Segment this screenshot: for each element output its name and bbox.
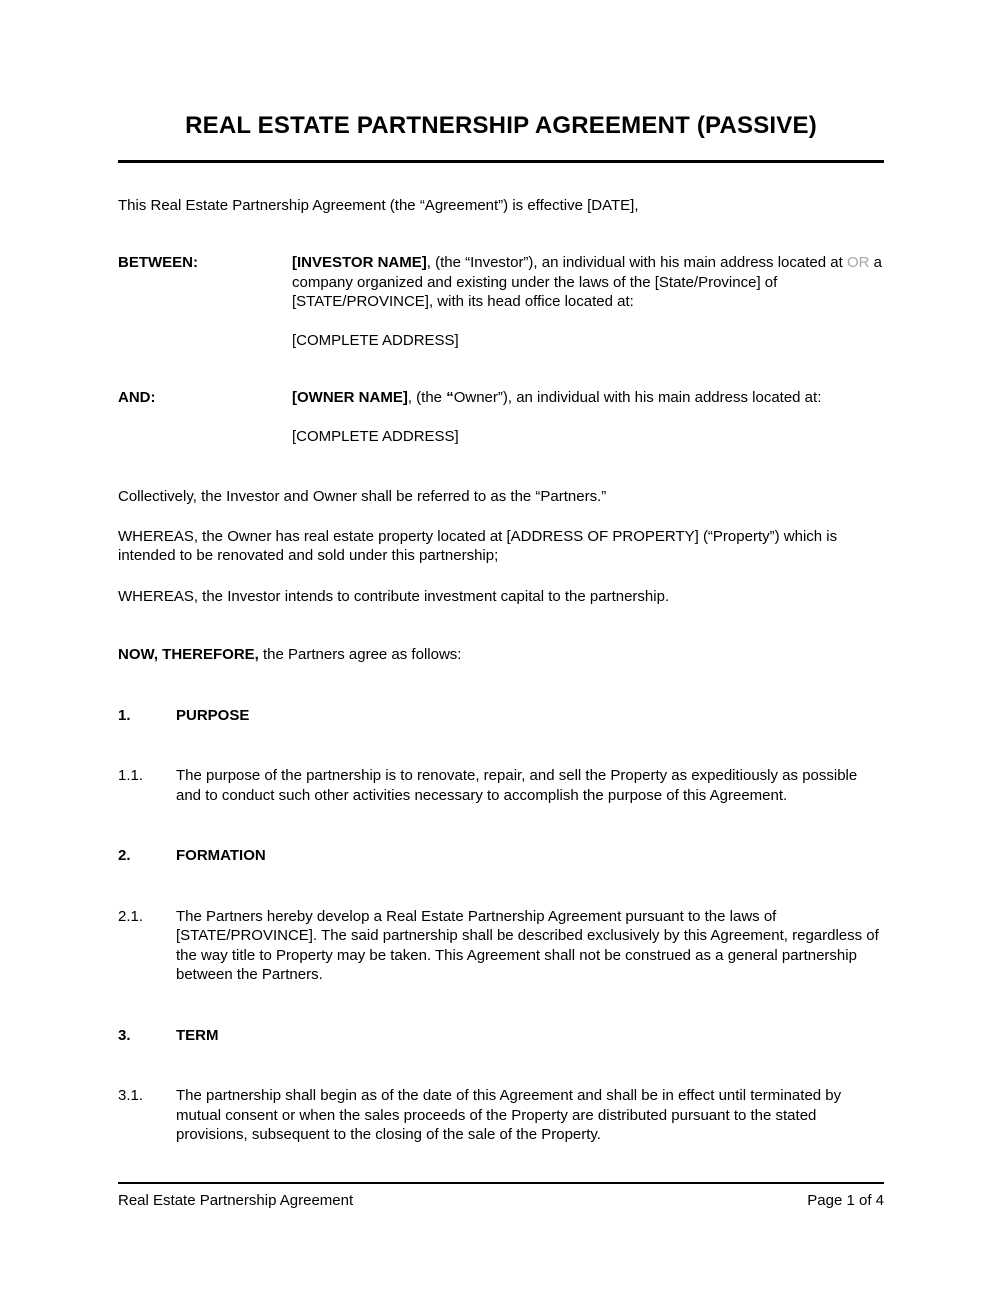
party-row-and xyxy=(118,388,884,446)
section-number: 2. xyxy=(118,847,131,865)
clause-text: The Partners hereby develop a Real Estate Partnership Agreement pursuant to the laws of [STATE/PROVINCE]. The said partnership shall be described exclusively by this Agreement, regardless of the way title to Property may be taken. This Agreement shall not be construed as a general partnership between the Partners. xyxy=(176,907,879,984)
owner-quote-bold: “ xyxy=(446,389,454,407)
intro-paragraph: This Real Estate Partnership Agreement (the “Agreement”) is effective [DATE], xyxy=(118,196,639,214)
clause-1-1 xyxy=(118,766,884,805)
now-therefore-paragraph xyxy=(118,645,884,665)
party-content-between xyxy=(292,253,884,350)
party-description-investor xyxy=(292,253,884,312)
party-label-between: BETWEEN: xyxy=(118,254,198,272)
footer-document-title: Real Estate Partnership Agreement xyxy=(118,1192,354,1209)
investor-description-continued: a company organized and existing under the laws of the [State/Province] of [STATE/PROVINCE], with its head office located at: xyxy=(292,254,882,311)
owner-address-placeholder: [COMPLETE ADDRESS] xyxy=(292,427,459,445)
owner-name-placeholder: [OWNER NAME] xyxy=(292,389,408,407)
clause-3-1 xyxy=(118,1086,884,1145)
section-heading-purpose xyxy=(118,706,884,726)
clause-text: The purpose of the partnership is to renovate, repair, and sell the Property as expeditiously as possible and to conduct such other activities necessary to accomplish the purpose of this Agreement. xyxy=(176,767,858,804)
investor-address-placeholder: [COMPLETE ADDRESS] xyxy=(292,331,459,349)
footer-row xyxy=(118,1191,884,1211)
party-row-between xyxy=(118,253,884,350)
section-heading-term xyxy=(118,1026,884,1046)
section-title: PURPOSE xyxy=(176,706,250,724)
owner-description-continued: Owner”), an individual with his main address located at: xyxy=(453,389,822,407)
party-label-and: AND: xyxy=(118,389,156,407)
or-text: OR xyxy=(846,254,870,272)
whereas-paragraph-1: WHEREAS, the Owner has real estate property located at [ADDRESS OF PROPERTY] (“Property”) which is intended to be renovated and sold under this partnership; xyxy=(118,527,838,565)
party-description-owner xyxy=(292,388,884,408)
page-footer xyxy=(118,1182,884,1211)
clause-number: 3.1. xyxy=(118,1087,144,1105)
investor-name-placeholder: [INVESTOR NAME] xyxy=(292,254,427,272)
document-title: REAL ESTATE PARTNERSHIP AGREEMENT (PASSIVE) xyxy=(185,112,817,139)
section-title: FORMATION xyxy=(176,847,266,865)
party-content-and xyxy=(292,388,884,446)
clause-2-1 xyxy=(118,907,884,985)
collectively-paragraph: Collectively, the Investor and Owner shall be referred to as the “Partners.” xyxy=(118,488,607,506)
section-number: 3. xyxy=(118,1026,131,1044)
section-number: 1. xyxy=(118,706,131,724)
now-therefore-rest: the Partners agree as follows: xyxy=(258,646,462,664)
now-therefore-bold: NOW, THEREFORE, xyxy=(118,646,259,664)
investor-description-text: , (the “Investor”), an individual with his main address located at xyxy=(426,254,847,272)
clause-text: The partnership shall begin as of the date of this Agreement and shall be in effect until terminated by mutual consent or when the sales proceeds of the Property are distributed pursuant to the stated provisions, subsequent to the closing of the sale of the Property. xyxy=(176,1087,842,1144)
section-title: TERM xyxy=(176,1026,219,1044)
section-heading-formation xyxy=(118,846,884,866)
footer-rule xyxy=(118,1182,884,1184)
footer-page-number: Page 1 of 4 xyxy=(807,1192,884,1209)
title-rule xyxy=(118,160,884,163)
owner-description-text: , (the xyxy=(407,389,447,407)
clause-number: 2.1. xyxy=(118,907,144,925)
clause-number: 1.1. xyxy=(118,767,144,785)
whereas-paragraph-2: WHEREAS, the Investor intends to contribute investment capital to the partnership. xyxy=(118,587,670,605)
